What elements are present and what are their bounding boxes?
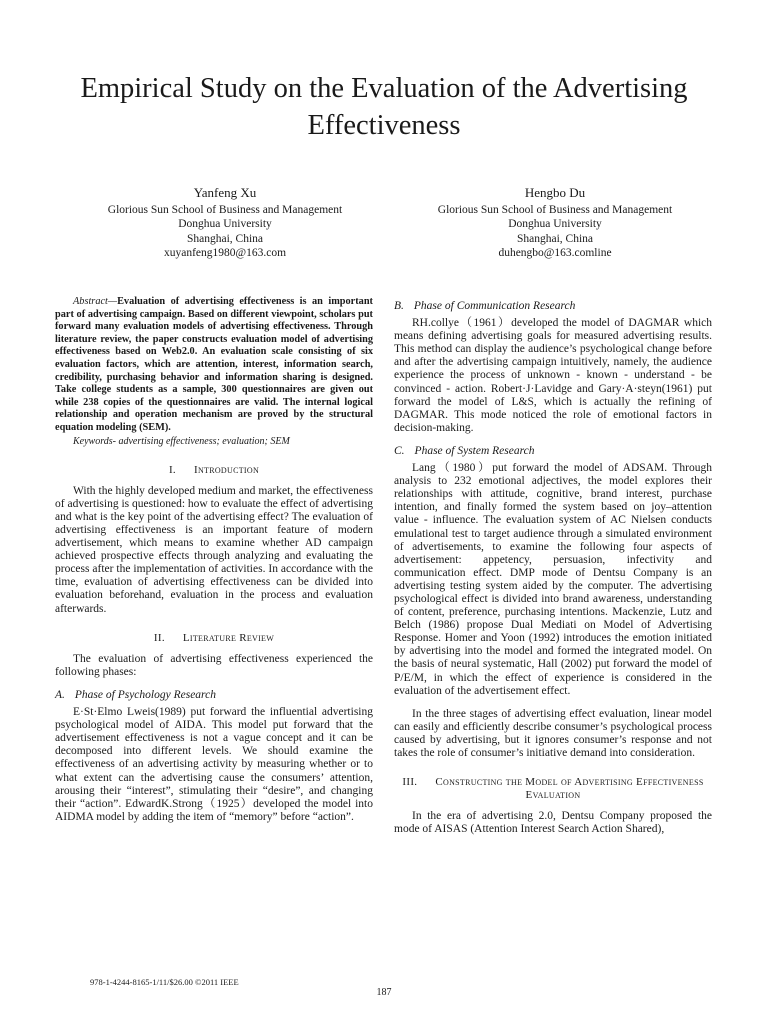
author-email: xuyanfeng1980@163.com — [163, 247, 287, 259]
paragraph: Lang（1980）put forward the model of ADSAM. Through analysis to 232 emotional adjectives, the model explores their relationships with attitude, cognitive, brand interest, purchase intention, and finally formed the system based on joy–attention value - influence. The evaluation system of AC Nielsen conducts emulational test to target audience through a simulated environment of advertisements, to examine the following four aspects of advertisement: appetency, persuasion, infectivity and communication effect. DMP mode of Dentsu Company is an advertising testing system aided by the computer. The advertising psychological effect is divided into brand awareness, understanding of content, preference, purchasing intentions. Mackenzie, Lutz and Belch (1986) propose Dual Mediati on Model of Advertising Response. Homer and Yoon (1992) introduces the emotion initiated by advertising into the model and formed the integrated model. On the basis of neural systematic, Hall (2002) put forward the model of P/E/M, in which the effect of experience is considered in the evaluation of the advertisement effect. — [394, 462, 712, 697]
author-location: Shanghai, China — [516, 232, 594, 245]
subsection-number: B. — [394, 300, 404, 312]
subsection-title: Phase of System Research — [414, 444, 535, 457]
author-affiliation: Glorious Sun School of Business and Management — [437, 203, 673, 216]
paragraph: In the three stages of advertising effect evaluation, linear model can easily and efficiently describe consumer’s psychological process caused by advertising, but it ignores consumer’s response and not takes the role of consumer’s initiative demand into consideration. — [394, 707, 712, 759]
section-number: III. — [402, 776, 418, 789]
section-heading-constructing-model — [394, 776, 712, 802]
abstract-lead: Abstract— — [73, 296, 118, 307]
author-name: Yanfeng Xu — [193, 185, 257, 200]
abstract-text: Evaluation of advertising effectiveness is an important part of advertising campaign. Based on different viewpoint, scholars put forward many evaluation models of advertising effectiveness. Through literature review, the paper constructs evaluation model of advertising effectiveness based on Web2.0. An evaluation scale consisting of six evaluation factors, which are attention, interest, information search, credibility, purchasing behavior and information sharing is designed. Take college students as a sample, 300 questionnaires are given out while 238 copies of the questionnaires are valid. The internal logical relationship and operation mechanism are proved by the structural equation modeling (SEM). — [55, 296, 373, 433]
subsection-number: C. — [394, 444, 405, 457]
paragraph: The evaluation of advertising effectiveness experienced the following phases: — [55, 652, 373, 678]
paragraph: With the highly developed medium and market, the effectiveness of advertising is questioned: how to evaluate the effect of advertising and what is the key point of the advertising effect? The evaluation of advertising effectiveness is an important feature of modern advertisement, which means to examine whether AD campaign achieved prospective effects through analyzing and evaluating the process after the implementation of activities. In accordance with the time, evaluation of advertising effectiveness can be divided into evaluation beforehand, evaluation in the process and evaluation afterwards. — [55, 484, 373, 615]
author-affiliation: Glorious Sun School of Business and Management — [107, 203, 343, 216]
paragraph: In the era of advertising 2.0, Dentsu Company proposed the mode of AISAS (Attention Interest Search Action Shared), — [394, 810, 712, 836]
section-heading-introduction — [55, 464, 373, 477]
author-block-1 — [60, 186, 390, 261]
page-number: 187 — [376, 987, 392, 998]
author-location: Shanghai, China — [186, 232, 264, 245]
author-university: Donghua University — [508, 218, 602, 230]
section-title: Constructing the Model of Advertising Effectiveness Evaluation — [435, 776, 704, 802]
subsection-heading-system — [394, 445, 712, 458]
paragraph: E·St·Elmo Lweis(1989) put forward the influential advertising psychological model of AIDA. This model put forward that the advertisement effectiveness is not a vague concept and it can be decomposed into different levels. We should examine the effectiveness of an advertising activity by measuring whether or to what extent can the advertising cause the consumers’ attention, arousing their “interest”, stimulating their “desire”, and changing their “action”. EdwardK.Strong（1925）developed the model into AIDMA model by adding the item of “memory” before “action”. — [55, 706, 373, 823]
paper-title: Empirical Study on the Evaluation of the Advertising Effectiveness — [80, 73, 688, 141]
left-column — [55, 296, 373, 824]
keywords: Keywords- advertising effectiveness; evaluation; SEM — [73, 435, 290, 447]
section-title: Introduction — [193, 463, 260, 476]
author-name: Hengbo Du — [524, 185, 586, 200]
section-number: II. — [153, 631, 165, 644]
right-column — [394, 296, 712, 836]
abstract — [55, 296, 373, 435]
author-university: Donghua University — [178, 218, 272, 230]
copyright-footer: 978-1-4244-8165-1/11/$26.00 ©2011 IEEE — [90, 977, 239, 987]
subsection-heading-communication — [394, 300, 712, 313]
subsection-number: A. — [55, 688, 65, 701]
section-title: Literature Review — [182, 631, 275, 644]
subsection-heading-psychology — [55, 689, 373, 702]
section-number: I. — [168, 463, 176, 476]
author-email: duhengbo@163.comline — [498, 247, 612, 259]
section-heading-literature-review — [55, 632, 373, 645]
subsection-title: Phase of Communication Research — [413, 300, 576, 312]
subsection-title: Phase of Psychology Research — [74, 688, 216, 701]
author-block-2 — [390, 186, 720, 261]
paragraph: RH.collye（1961）developed the model of DAGMAR which means defining advertising goals for measured advertising results. This method can display the audience’s psychological change before and after the advertising campaign intuitively, namely, the audience experience the process of unknown - known - understand - be convinced - action. Robert·J·Lavidge and Gary·A·steyn(1961) put forward the model of L&S, which is actually the refining of DAGMAR. This mode noticed the role of emotional factors in decision-making. — [394, 317, 712, 434]
